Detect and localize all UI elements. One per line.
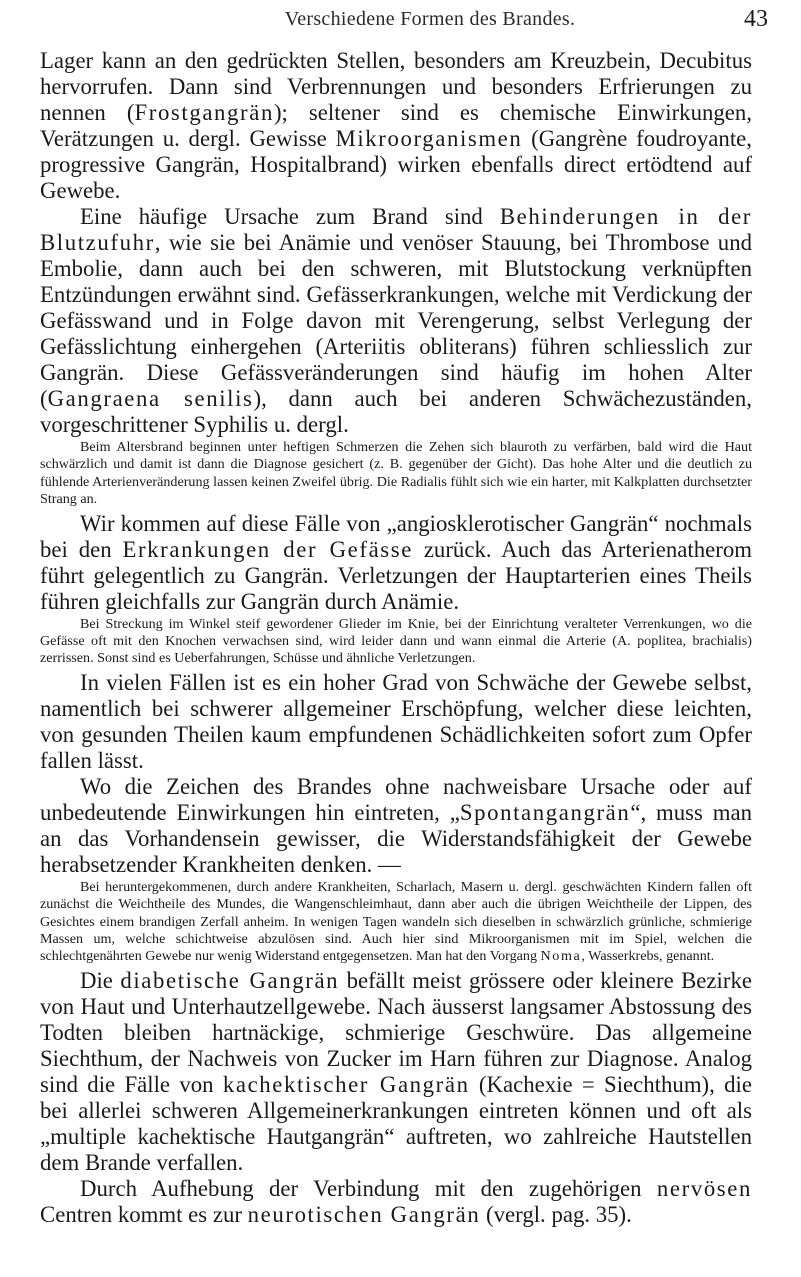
emphasized-term: Frostgangrän	[134, 100, 274, 125]
emphasized-term: kachektischer Gangrän	[222, 1071, 470, 1097]
small-print-note	[40, 616, 752, 668]
body-paragraph	[40, 204, 752, 438]
text-run: befällt meist grössere oder kleinere Bezirke von Haut und Unterhautzellgewebe. Nach äusserst langsamer Abstossung des Todten bleiben hartnäckige, schmierige Geschwüre. Das allgemeine Siechthum, der Nachweis von Zucker im Harn führen zur Diagnose. Analog sind die Fälle von	[40, 967, 752, 1097]
text-run: Wo die Zeichen des Brandes ohne nachweisbare Ursache oder auf unbedeutende Einwirkungen hin eintreten, „	[40, 773, 752, 825]
emphasized-term: Behinderungen in der Blutzufuhr	[40, 204, 752, 255]
text-run: Wir kommen auf diese Fälle von „angiosklerotischer Gangrän“ nochmals bei den	[40, 510, 752, 562]
text-run: Bei Streckung im Winkel steif gewordener Glieder im Knie, bei der Einrichtung veralteter Verrenkungen, wo die Gefässe oft mit den Knochen verwachsen sind, wird leider dann und wann einmal die Arterie (A. poplitea, brachialis) zerrissen. Sonst sind es Ueberfahrungen, Schüsse und ähnliche Verletzungen.	[40, 615, 752, 667]
small-print-note	[40, 439, 752, 509]
page-header	[40, 8, 800, 34]
emphasized-term: Erkrankungen der Gefässe	[122, 536, 413, 562]
text-run: Bei heruntergekommenen, durch andere Krankheiten, Scharlach, Masern u. dergl. geschwächten Kindern fallen oft zunächst die Weichtheile des Mundes, die Wangenschleimhaut, dann aber auch die übrigen Weichtheile der Lippen, des Gesichtes einem brandigen Zerfall anheim. In wenigen Tagen wandeln sich dieselben in schwärzlich grünliche, schmierige Massen um, welche schichtweise abzulösen sind. Auch hier sind Mikroorganismen mit im Spiel, welchen die schlechtgenährten Gewebe nur wenig Widerstand entgegensetzen. Man hat den Vorgang	[40, 878, 752, 965]
page-body	[40, 48, 752, 1228]
body-paragraph	[40, 1176, 752, 1228]
emphasized-term: Spontangangrän	[459, 799, 631, 825]
text-run: Lager kann an den gedrückten Stellen, besonders am Kreuzbein, Decubitus hervorrufen. Dann sind Verbrennungen und besonders Erfrierungen zu nennen (	[40, 48, 752, 125]
text-run: ); seltener sind es chemische Einwirkungen, Verätzungen u. dergl. Gewisse	[40, 100, 752, 151]
emphasized-term: Gangraena senilis	[47, 386, 254, 411]
running-title: Verschiedene Formen des Brandes.	[284, 8, 576, 30]
body-paragraph	[40, 670, 752, 774]
text-run: Die	[80, 967, 121, 993]
small-print-note	[40, 879, 752, 966]
text-run: Eine häufige Ursache zum Brand sind	[80, 204, 500, 229]
text-run: (Gangrène foudroyante, progressive Gangrän, Hospitalbrand) wirken ebenfalls direct ertödtend auf Gewebe.	[40, 126, 752, 203]
text-run: , Wasserkrebs, genannt.	[581, 948, 715, 965]
text-run: ), dann auch bei anderen Schwächezuständen, vorgeschrittener Syphilis u. dergl.	[40, 386, 752, 437]
text-run: Centren kommt es zur	[40, 1201, 248, 1227]
emphasized-term: nervösen	[656, 1175, 752, 1201]
text-run: Beim Altersbrand beginnen unter heftigen Schmerzen die Zehen sich blauroth zu verfärben, bald wird die Haut schwärzlich und damit ist dann die Diagnose gesichert (z. B. gegenüber der Gicht). Das hohe Alter und die deutlich zu fühlende Arterienveränderung lassen keinen Zweifel übrig. Die Radialis fühlt sich wie ein harter, mit Kalkplatten durchsetzter Strang an.	[40, 439, 752, 508]
page-number: 43	[744, 6, 768, 32]
emphasized-term: diabetische Gangrän	[120, 967, 340, 993]
text-run: (Kachexie = Siechthum), die bei allerlei schweren Allgemeinerkrankungen eintreten können und oft als „multiple kachektische Hautgangrän“ auftreten, wo zahlreiche Hautstellen dem Brande verfallen.	[40, 1071, 752, 1175]
emphasized-term: Noma	[540, 948, 582, 965]
emphasized-term: neurotischen Gangrän	[247, 1201, 481, 1227]
emphasized-term: Mikroorganismen	[335, 126, 523, 151]
text-run: In vielen Fällen ist es ein hoher Grad von Schwäche der Gewebe selbst, namentlich bei schwerer allgemeiner Erschöpfung, welcher diese leichten, von gesunden Theilen kaum empfundenen Schädlichkeiten sofort zum Opfer fallen lässt.	[40, 669, 752, 773]
text-run: zurück. Auch das Arterienatherom führt gelegentlich zu Gangrän. Verletzungen der Hauptarterien eines Theils führen gleichfalls zur Gangrän durch Anämie.	[40, 536, 752, 614]
body-paragraph	[40, 968, 752, 1176]
body-paragraph	[40, 48, 752, 204]
text-run: , wie sie bei Anämie und venöser Stauung, bei Thrombose und Embolie, dann auch bei den schweren, mit Blutstockung verknüpften Entzündungen erwähnt sind. Gefässerkrankungen, welche mit Verdickung der Gefässwand und in Folge davon mit Verengerung, selbst Verlegung der Gefässlichtung einhergehen (Arteriitis obliterans) führen schliesslich zur Gangrän. Diese Gefässveränderungen sind häufig im hohen Alter (	[40, 230, 752, 411]
text-run: (vergl. pag. 35).	[480, 1201, 632, 1227]
text-run: “, muss man an das Vorhandensein gewisser, die Widerstandsfähigkeit der Gewebe herabsetzender Krankheiten denken. —	[40, 799, 753, 877]
body-paragraph	[40, 774, 752, 878]
body-paragraph	[40, 511, 752, 615]
text-run: Durch Aufhebung der Verbindung mit den zugehörigen	[80, 1175, 657, 1201]
